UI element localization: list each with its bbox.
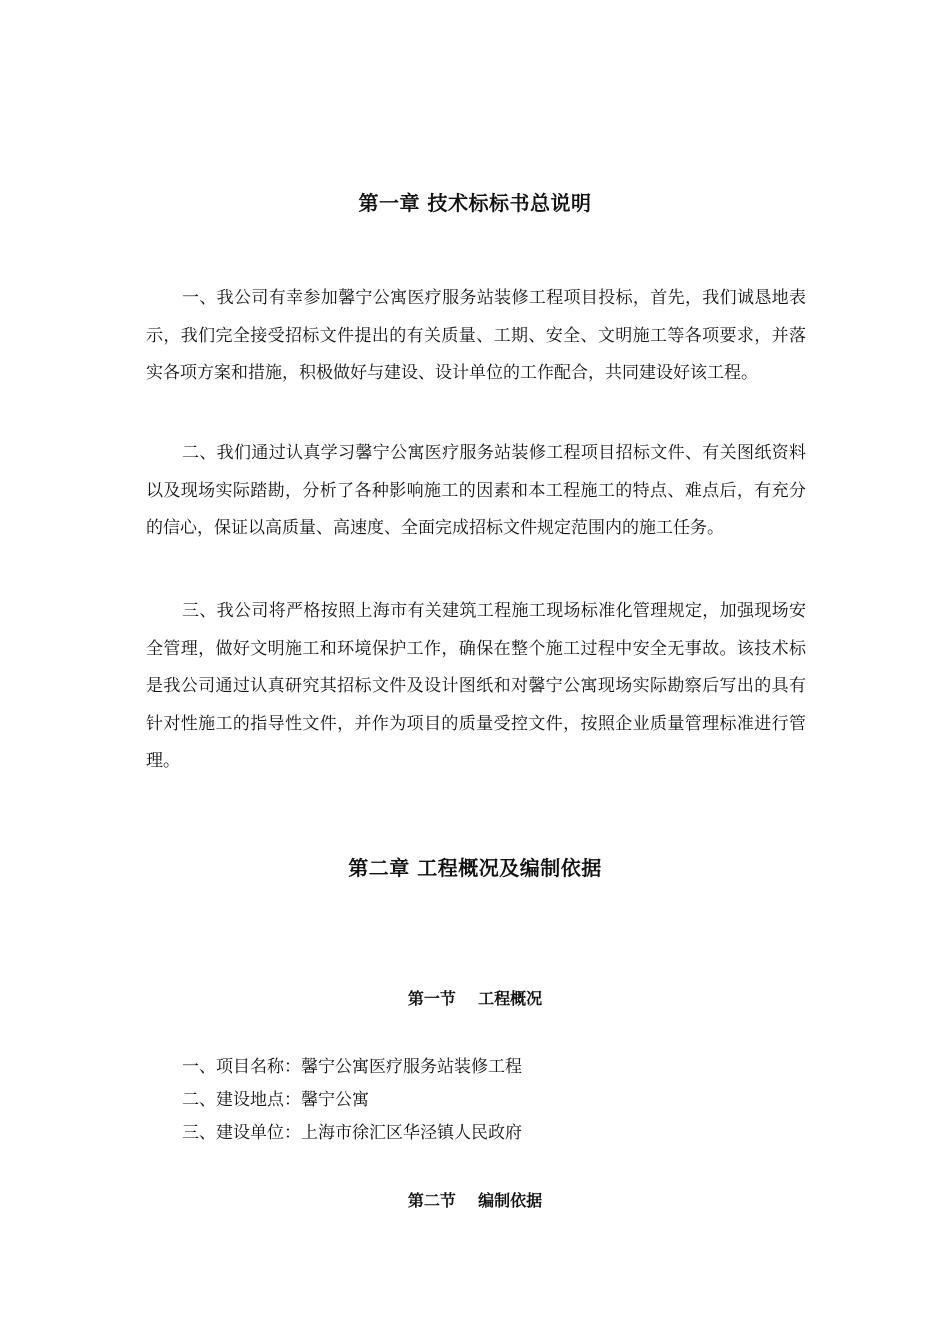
chapter-1-paragraph-2: 二、我们通过认真学习馨宁公寓医疗服务站装修工程项目招标文件、有关图纸资料以及现场实际踏勘，分析了各种影响施工的因素和本工程施工的特点、难点后，有充分的信心，保证以高质量、高速度、全面完成招标文件规定范围内的施工任务。 xyxy=(146,443,806,538)
chapter-2-title: 第二章 工程概况及编制依据 xyxy=(348,856,602,880)
construction-site-item: 二、建设地点：馨宁公寓 xyxy=(182,1090,369,1110)
chapter-1-title: 第一章 技术标标书总说明 xyxy=(358,191,592,215)
construction-unit-item: 三、建设单位：上海市徐汇区华泾镇人民政府 xyxy=(182,1123,522,1143)
section-2-title: 第二节 编制依据 xyxy=(407,1191,543,1210)
section-1-title: 第一节 工程概况 xyxy=(407,989,543,1008)
chapter-1-paragraph-3: 三、我公司将严格按照上海市有关建筑工程施工现场标准化管理规定，加强现场安全管理，做好文明施工和环境保护工作，确保在整个施工过程中安全无事故。该技术标是我公司通过认真研究其招标文件及设计图纸和对馨宁公寓现场实际勘察后写出的具有针对性施工的指导性文件，并作为项目的质量受控文件，按照企业质量管理标准进行管理。 xyxy=(146,601,806,771)
chapter-1-paragraph-1: 一、我公司有幸参加馨宁公寓医疗服务站装修工程项目投标，首先，我们诚恳地表示，我们完全接受招标文件提出的有关质量、工期、安全、文明施工等各项要求，并落实各项方案和措施，积极做好与建设、设计单位的工作配合，共同建设好该工程。 xyxy=(146,288,806,383)
project-name-item: 一、项目名称：馨宁公寓医疗服务站装修工程 xyxy=(182,1057,522,1077)
